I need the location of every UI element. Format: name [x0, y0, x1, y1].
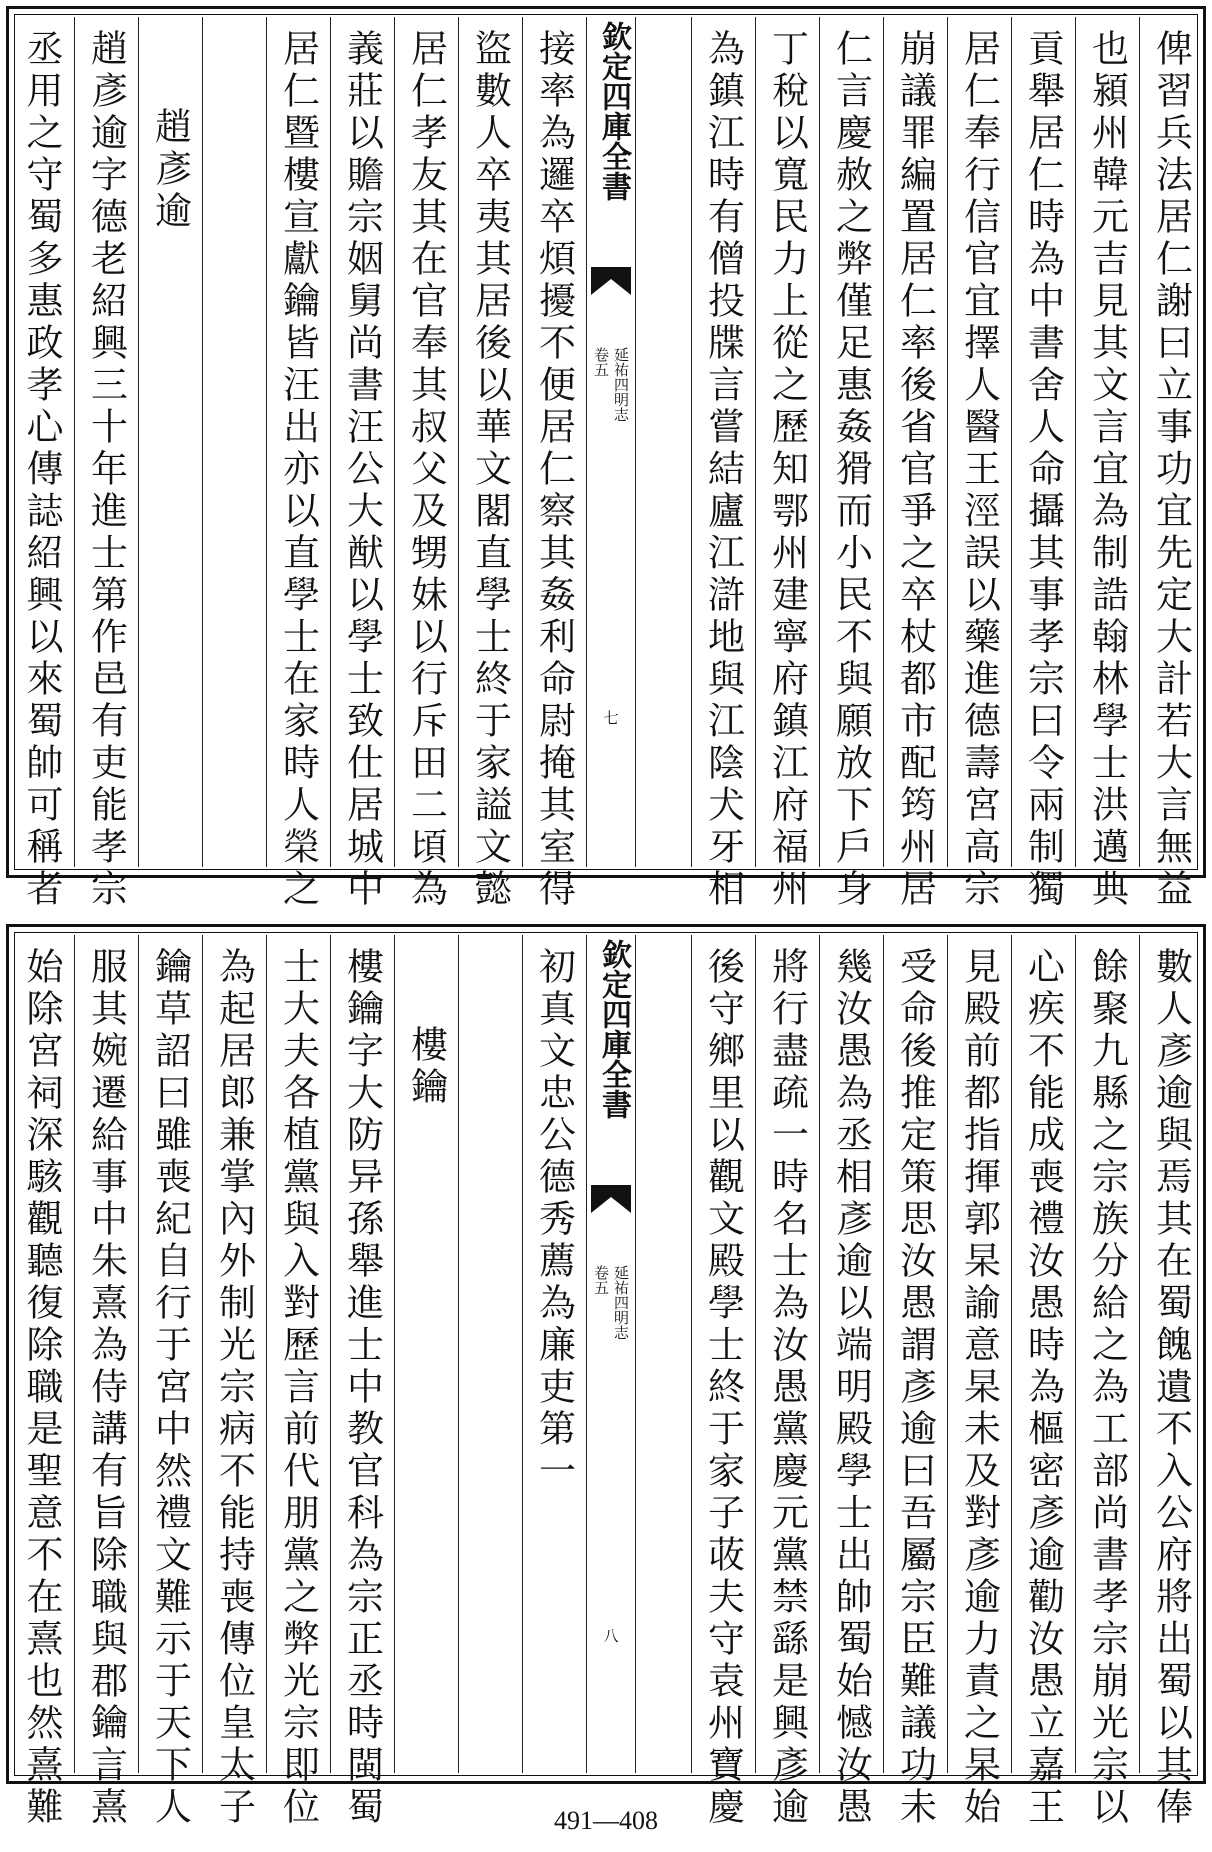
text-column: 接率為邏卒煩擾不便居仁察其姦利命尉掩其室得 — [522, 17, 584, 867]
fishtail-ornament — [591, 1183, 631, 1223]
text-column: 初真文忠公德秀薦為廉吏第一 — [522, 935, 584, 1773]
top-page-columns — [17, 17, 1195, 911]
section-heading: 樓鑰 — [404, 1025, 448, 1109]
text-column: 趙彥逾字德老紹興三十年進士第作邑有吏能孝宗 — [74, 17, 136, 867]
text-column: 後守鄉里以觀文殿學士終于家子荍夫守袁州寶慶 — [691, 935, 753, 1773]
text-column: 居仁孝友其在官奉其叔父及甥妹以行斥田二頃為 — [394, 17, 456, 867]
text-column-blank — [202, 17, 264, 867]
folio-number: 七 — [603, 709, 619, 727]
text-column: 丞用之守蜀多惠政孝心傳誌紹興以來蜀帥可稱者 — [20, 29, 63, 911]
center-side-text: 卷五 延祐四明志 — [592, 347, 630, 422]
text-column: 為起居郎兼掌內外制光宗病不能持喪傳位皇太子 — [202, 935, 264, 1773]
text-column: 受命後推定策思汝愚謂彥逾曰吾屬宗臣難議功未 — [883, 935, 945, 1773]
text-column: 崩議罪編置居仁率後省官爭之卒杖都市配筠州居 — [883, 17, 945, 867]
text-column: 居仁奉行信官宜擇人醫王涇誤以藥進德壽宮高宗 — [947, 17, 1009, 867]
center-fold — [586, 935, 636, 1773]
text-column: 見殿前都指揮郭杲諭意杲未及對彥逾力責之杲始 — [947, 935, 1009, 1773]
text-column: 士大夫各植黨與入對歷言前代朋黨之弊光宗即位 — [266, 935, 328, 1773]
center-fold — [586, 17, 636, 867]
text-column: 數人彥逾與焉其在蜀餽遺不入公府將出蜀以其俸 — [1139, 935, 1201, 1773]
text-column: 丁稅以寬民力上從之歷知鄂州建寧府鎮江府福州 — [755, 17, 817, 867]
text-column: 餘聚九縣之宗族分給之為工部尚書孝宗崩光宗以 — [1075, 935, 1137, 1773]
text-column: 心疾不能成喪禮汝愚時為樞密彥逾勸汝愚立嘉王 — [1011, 935, 1073, 1773]
text-column: 俾習兵法居仁謝曰立事功宜先定大計若大言無益 — [1139, 17, 1201, 867]
text-column: 幾汝愚為丞相彥逾以端明殿學士出帥蜀始憾汝愚 — [819, 935, 881, 1773]
text-column-blank — [458, 935, 520, 1773]
text-column: 將行盡疏一時名士為汝愚黨慶元黨禁繇是興彥逾 — [755, 935, 817, 1773]
text-column: 服其婉遷給事中朱熹為侍講有旨除職與郡鑰言熹 — [74, 935, 136, 1773]
text-column: 也潁州韓元吉見其文言宜為制誥翰林學士洪邁典 — [1075, 17, 1137, 867]
fishtail-ornament — [591, 265, 631, 305]
text-column: 居仁暨樓宣獻鑰皆汪出亦以直學士在家時人榮之 — [266, 17, 328, 867]
text-column: 盜數人卒夷其居後以華文閣直學士終于家謚文懿 — [458, 17, 520, 867]
text-column: 貢舉居仁時為中書舍人命攝其事孝宗曰令兩制獨 — [1011, 17, 1073, 867]
section-heading: 趙彥逾 — [148, 107, 192, 233]
text-column: 義莊以贍宗姻舅尚書汪公大猷以學士致仕居城中 — [330, 17, 392, 867]
text-column: 仁言慶赦之弊僅足惠姦猾而小民不與願放下戶身 — [819, 17, 881, 867]
section-heading-column — [138, 17, 200, 867]
section-heading-column — [394, 935, 456, 1773]
text-column: 始除宮祠深駭觀聽復除職是聖意不在熹也然熹難 — [20, 947, 63, 1829]
text-column: 為鎮江時有僧投牒言嘗結廬江滸地與江陰犬牙相 — [691, 17, 753, 867]
page-number: 491—408 — [554, 1806, 658, 1835]
text-column: 鑰草詔曰雖喪紀自行于宮中然禮文難示于天下人 — [138, 935, 200, 1773]
center-side-text: 卷五 延祐四明志 — [592, 1265, 630, 1340]
center-title: 欽定四庫全書 — [596, 21, 631, 201]
top-page — [6, 6, 1206, 911]
center-title: 欽定四庫全書 — [596, 939, 631, 1119]
folio-number: 八 — [603, 1627, 619, 1645]
text-column: 樓鑰字大防异孫舉進士中教官科為宗正丞時閩蜀 — [330, 935, 392, 1773]
